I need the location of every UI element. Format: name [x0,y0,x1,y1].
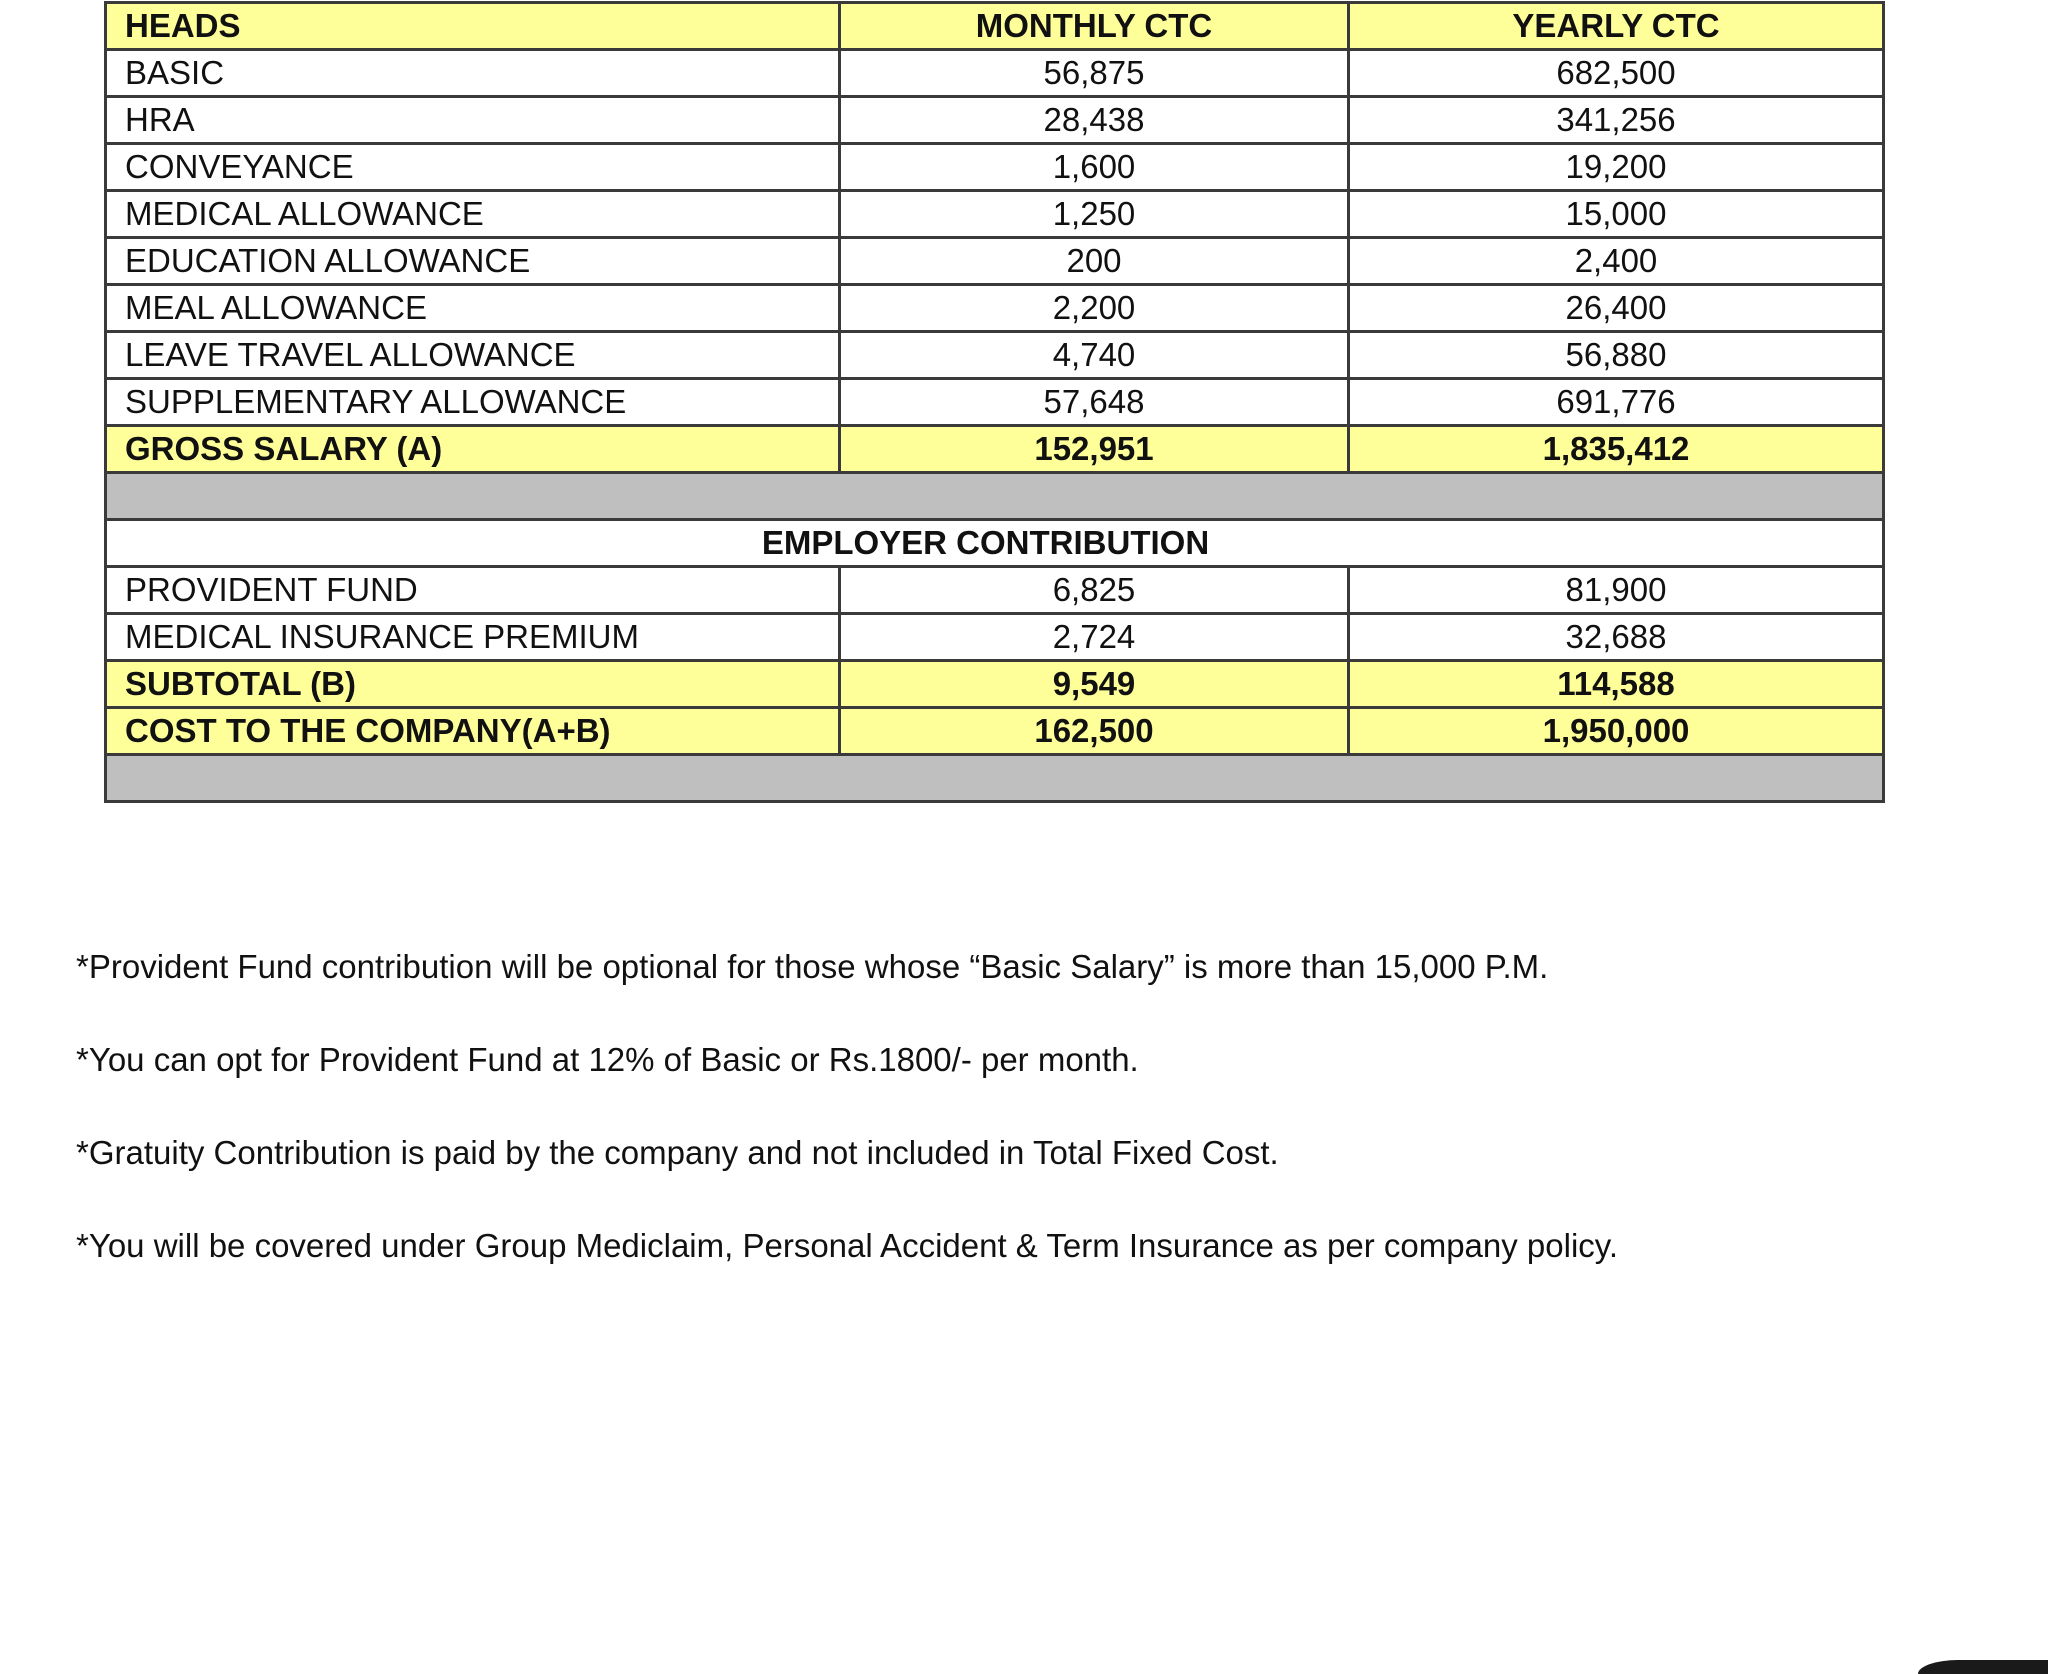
table-row [106,285,1884,332]
note-insurance-coverage: *You will be covered under Group Mediclaim, Personal Accident & Term Insurance as per company policy. [76,1227,1619,1264]
row-yearly: 341,256 [1349,97,1884,144]
row-monthly: 2,724 [840,614,1349,661]
table-row [106,567,1884,614]
table-row [106,379,1884,426]
note-gratuity: *Gratuity Contribution is paid by the company and not included in Total Fixed Cost. [76,1134,1279,1171]
row-yearly: 56,880 [1349,332,1884,379]
notes-section [76,944,1976,1316]
row-head: MEDICAL ALLOWANCE [106,191,840,238]
cost-to-company-monthly: 162,500 [840,708,1349,755]
row-head: HRA [106,97,840,144]
note-provident-fund-rate: *You can opt for Provident Fund at 12% of Basic or Rs.1800/- per month. [76,1041,1139,1078]
row-yearly: 691,776 [1349,379,1884,426]
separator-cell [106,473,1884,520]
gross-salary-monthly: 152,951 [840,426,1349,473]
row-head: BASIC [106,50,840,97]
row-head: PROVIDENT FUND [106,567,840,614]
row-monthly: 1,600 [840,144,1349,191]
subtotal-row [106,661,1884,708]
row-head: EDUCATION ALLOWANCE [106,238,840,285]
row-head: MEAL ALLOWANCE [106,285,840,332]
row-head: CONVEYANCE [106,144,840,191]
row-yearly: 15,000 [1349,191,1884,238]
row-head: SUPPLEMENTARY ALLOWANCE [106,379,840,426]
table-row [106,144,1884,191]
subtotal-label: SUBTOTAL (B) [106,661,840,708]
row-yearly: 2,400 [1349,238,1884,285]
row-yearly: 26,400 [1349,285,1884,332]
subtotal-yearly: 114,588 [1349,661,1884,708]
row-yearly: 32,688 [1349,614,1884,661]
row-yearly: 81,900 [1349,567,1884,614]
row-head: MEDICAL INSURANCE PREMIUM [106,614,840,661]
row-monthly: 28,438 [840,97,1349,144]
cost-to-company-label: COST TO THE COMPANY(A+B) [106,708,840,755]
row-monthly: 1,250 [840,191,1349,238]
gross-salary-row [106,426,1884,473]
row-yearly: 682,500 [1349,50,1884,97]
table-row [106,238,1884,285]
table-row [106,97,1884,144]
note-provident-fund-optional: *Provident Fund contribution will be optional for those whose “Basic Salary” is more than 15,000 P.M. [76,948,1549,985]
row-monthly: 57,648 [840,379,1349,426]
header-yearly-ctc: YEARLY CTC [1349,3,1884,50]
row-monthly: 2,200 [840,285,1349,332]
separator-row [106,755,1884,802]
header-monthly-ctc: MONTHLY CTC [840,3,1349,50]
page-corner-mark [1918,1660,2048,1674]
table-row [106,50,1884,97]
employer-contribution-title: EMPLOYER CONTRIBUTION [106,520,1884,567]
row-monthly: 4,740 [840,332,1349,379]
cost-to-company-yearly: 1,950,000 [1349,708,1884,755]
ctc-table [104,1,1885,803]
cost-to-company-row [106,708,1884,755]
subtotal-monthly: 9,549 [840,661,1349,708]
table-row [106,332,1884,379]
gross-salary-yearly: 1,835,412 [1349,426,1884,473]
table-row [106,614,1884,661]
header-heads: HEADS [106,3,840,50]
separator-row [106,473,1884,520]
row-monthly: 56,875 [840,50,1349,97]
separator-cell [106,755,1884,802]
row-yearly: 19,200 [1349,144,1884,191]
row-head: LEAVE TRAVEL ALLOWANCE [106,332,840,379]
row-monthly: 6,825 [840,567,1349,614]
table-row [106,191,1884,238]
row-monthly: 200 [840,238,1349,285]
gross-salary-label: GROSS SALARY (A) [106,426,840,473]
table-header-row [106,3,1884,50]
employer-contribution-header-row [106,520,1884,567]
